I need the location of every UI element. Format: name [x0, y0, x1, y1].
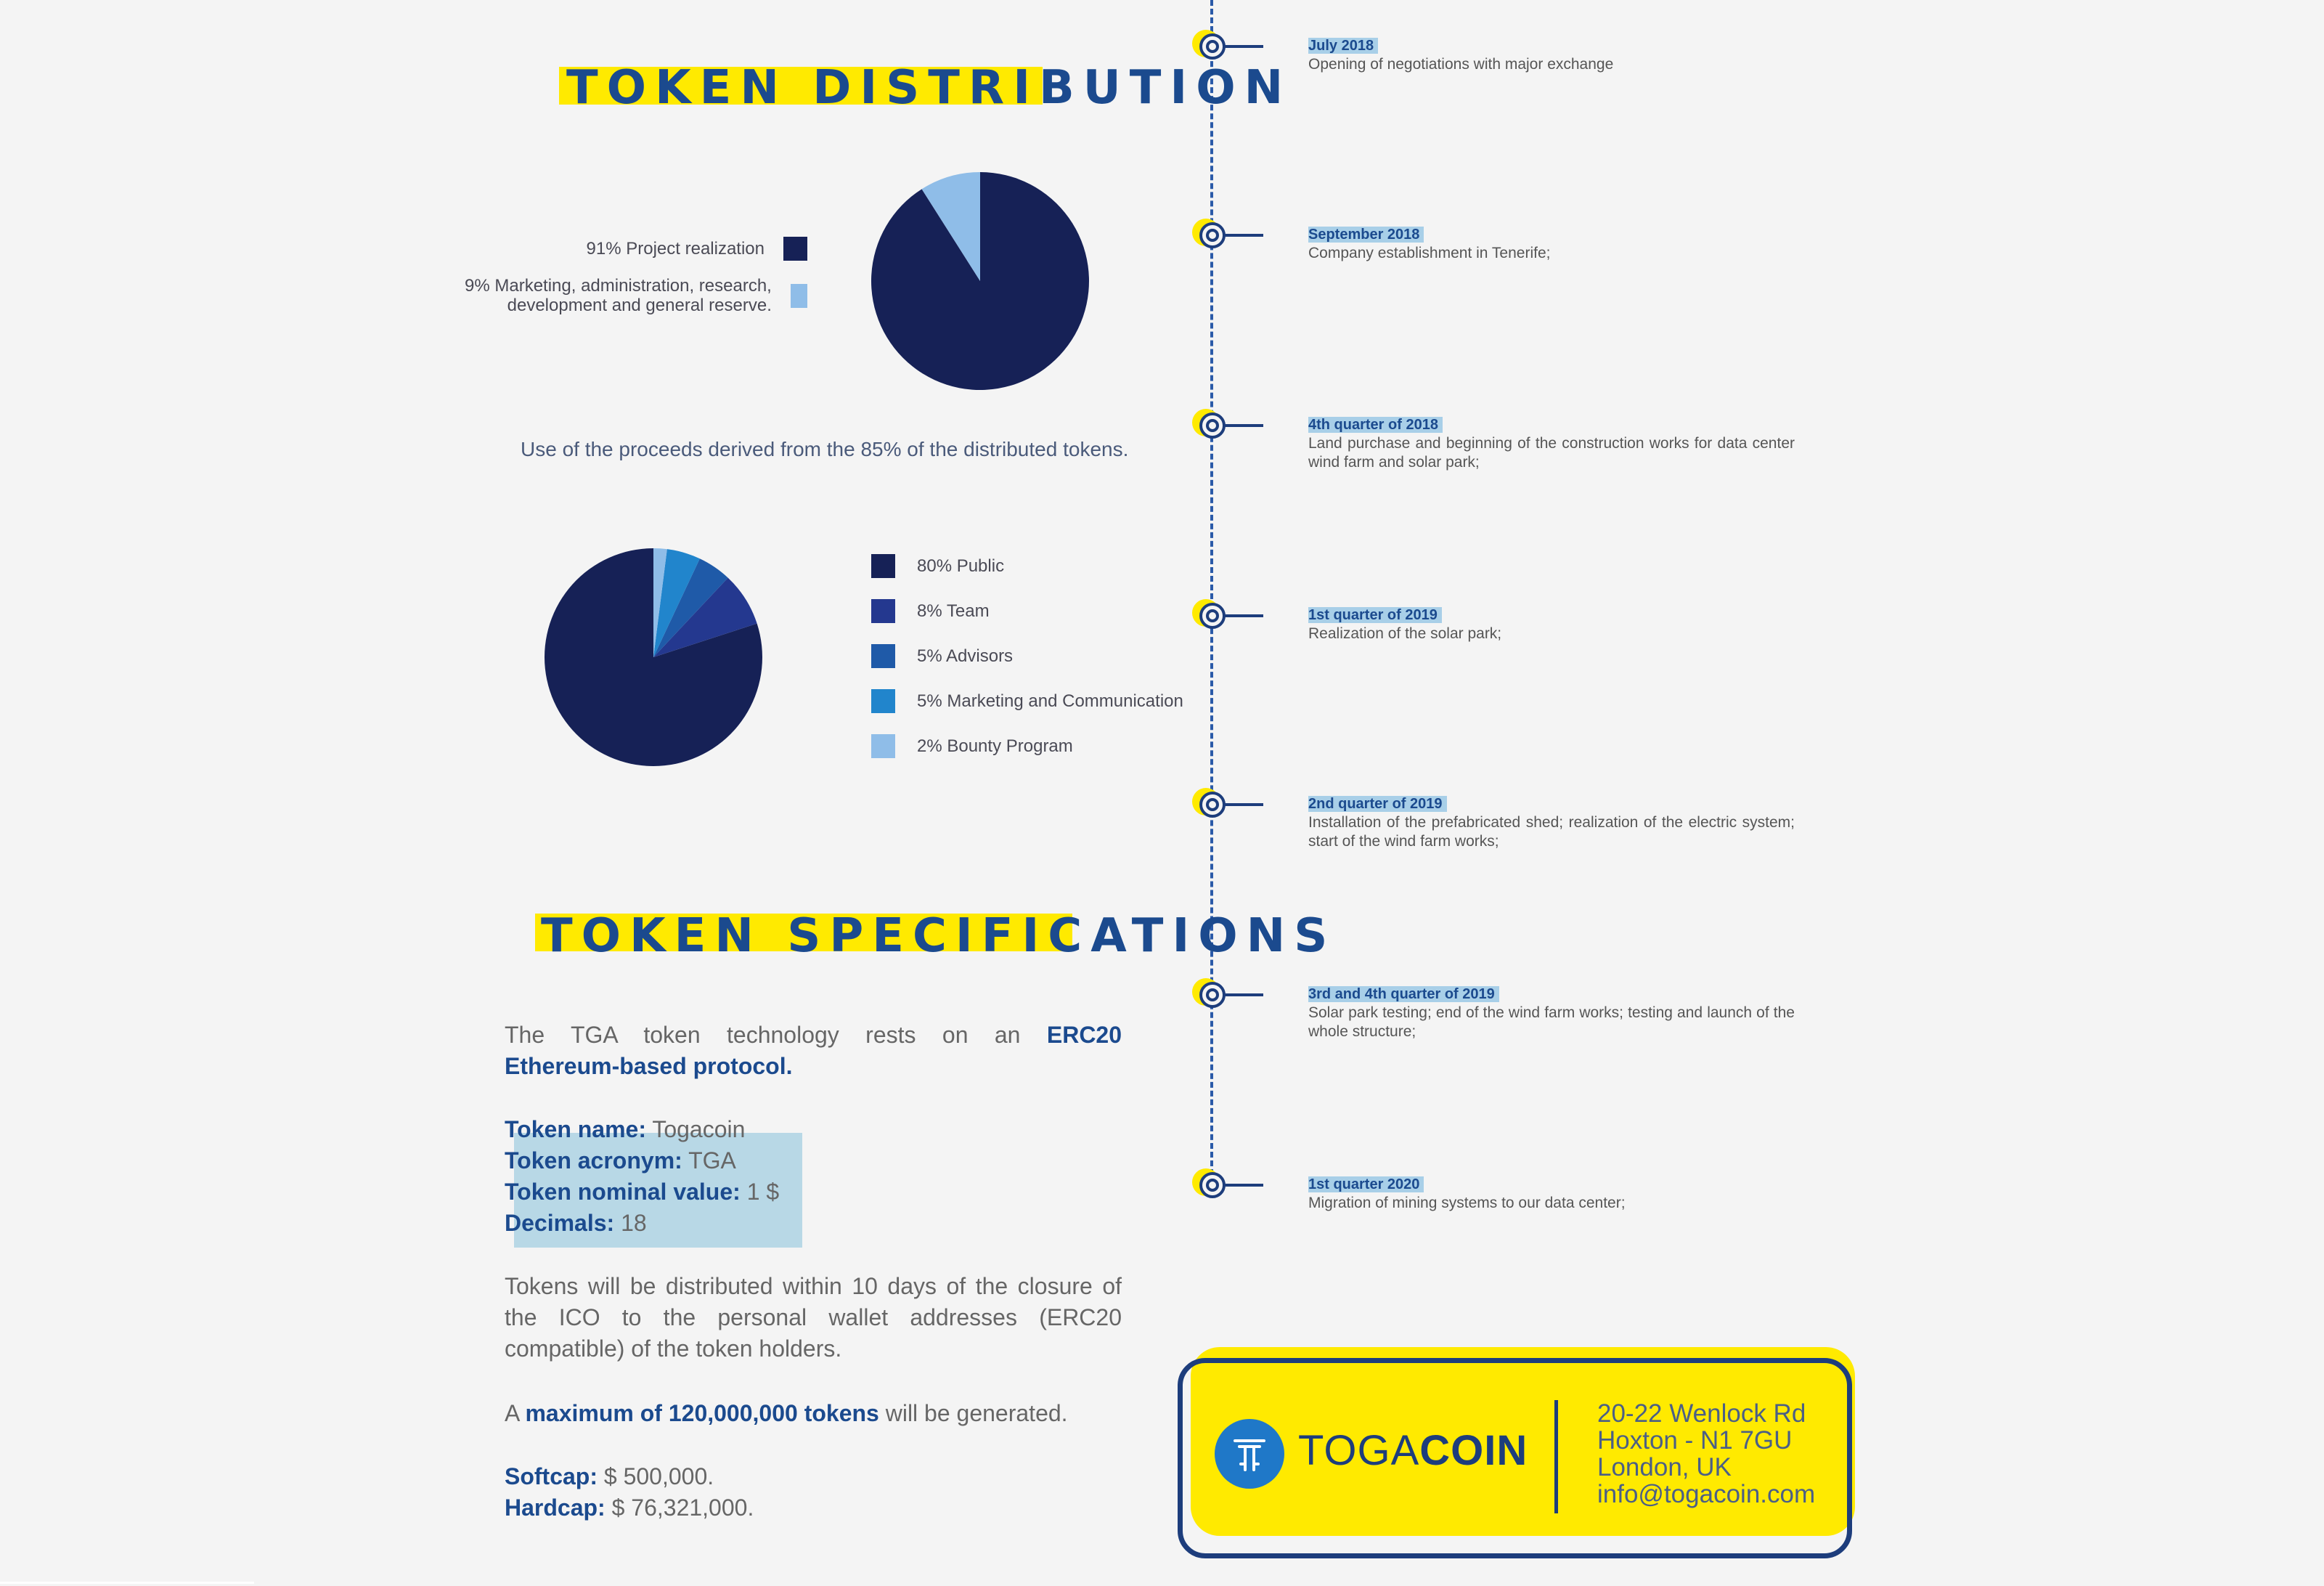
timeline-description: Company establishment in Tenerife; [1308, 245, 1551, 261]
spec-hardcap: Hardcap: $ 76,321,000. [505, 1494, 754, 1521]
pie2-legend-swatch [871, 734, 895, 758]
spec-intro-erc20: ERC20 [1046, 1022, 1122, 1048]
pie1-legend-item [537, 237, 807, 261]
pie2-legend-label: 80% Public [917, 556, 1005, 576]
togacoin-t-glyph-icon [1215, 1419, 1284, 1489]
timeline-date: 1st quarter of 2019 [1308, 607, 1442, 624]
pie1-legend-swatch [791, 284, 807, 308]
timeline-description: Migration of mining systems to our data center; [1308, 1195, 1626, 1211]
spec-softcap: Softcap: $ 500,000. [505, 1463, 714, 1489]
timeline-date: July 2018 [1308, 38, 1378, 54]
timeline-marker-icon [1183, 594, 1263, 638]
pie-chart-project-distribution [868, 168, 1093, 394]
proceeds-caption: Use of the proceeds derived from the 85% of the distributed tokens. [521, 438, 1129, 460]
pie1-legend-label: 9% Marketing, administration, research, [465, 276, 772, 296]
timeline-date: September 2018 [1308, 227, 1424, 243]
page-divider [0, 1582, 254, 1584]
togacoin-logo-icon [1215, 1419, 1284, 1489]
pie2-legend-item [871, 734, 1073, 758]
spec-distribution-text: Tokens will be distributed within 10 days of the closure of the ICO to the personal wallet addresses (ERC20 compatible) of the token holders. [505, 1273, 1122, 1362]
spec-details [505, 1114, 1122, 1239]
pie1-legend-item [465, 276, 807, 315]
timeline-date: 2nd quarter of 2019 [1308, 796, 1447, 813]
spec-nominal-value: Token nominal value: 1 $ [505, 1179, 780, 1205]
pie2-legend-item [871, 599, 990, 623]
spec-intro-protocol: Ethereum-based protocol. [505, 1053, 793, 1079]
pie2-legend-label: 5% Advisors [917, 646, 1014, 666]
pie2-legend-swatch [871, 554, 895, 578]
spec-token-name: Token name: Togacoin [505, 1116, 746, 1142]
timeline-marker-icon [1183, 1163, 1263, 1207]
timeline-marker-icon [1183, 214, 1263, 257]
specs-heading: TOKEN SPECIFICATIONS [541, 909, 1336, 963]
contact-email[interactable]: info@togacoin.com [1597, 1480, 1816, 1508]
pie2-legend-swatch [871, 689, 895, 713]
pie-chart-token-allocation [541, 545, 766, 770]
timeline-marker-icon [1183, 973, 1263, 1017]
pie2-legend-label: 5% Marketing and Communication [917, 691, 1183, 711]
pie1-legend-label: 91% Project realization [586, 238, 765, 259]
spec-max-supply: A maximum of 120,000,000 tokens will be generated. [505, 1400, 1068, 1426]
timeline-date: 1st quarter 2020 [1308, 1176, 1424, 1193]
spec-intro [505, 1020, 1122, 1082]
pie2-legend-item [871, 644, 1013, 668]
pie2-legend-swatch [871, 599, 895, 623]
timeline-description: Solar park testing; end of the wind farm works; testing and launch of the whole structure; [1308, 1004, 1795, 1040]
distribution-heading: TOKEN DISTRIBUTION [566, 61, 1292, 115]
timeline-description: Realization of the solar park; [1308, 625, 1502, 642]
pie2-legend-swatch [871, 644, 895, 668]
pie2-legend-label: 2% Bounty Program [917, 736, 1073, 756]
timeline-description: Land purchase and beginning of the construction works for data center wind farm and solar park; [1308, 435, 1795, 471]
spec-decimals: Decimals: 18 [505, 1210, 647, 1236]
contact-address [1597, 1400, 1815, 1508]
brand-wordmark: TOGACOIN [1298, 1427, 1528, 1474]
pie1-legend-swatch [783, 237, 807, 261]
timeline-date: 3rd and 4th quarter of 2019 [1308, 986, 1499, 1003]
spec-intro-text: The TGA token technology rests on an [505, 1022, 1021, 1048]
timeline-marker-icon [1183, 783, 1263, 826]
spec-caps [505, 1461, 1122, 1524]
spec-token-acronym: Token acronym: TGA [505, 1147, 736, 1174]
address-line-2: Hoxton - N1 7GU [1597, 1426, 1793, 1455]
card-divider [1554, 1400, 1558, 1513]
pie1-legend-label: development and general reserve. [507, 296, 772, 315]
address-line-1: 20-22 Wenlock Rd [1597, 1399, 1806, 1428]
pie2-legend-item [871, 554, 1004, 578]
timeline-description: Installation of the prefabricated shed; realization of the electric system; start of the wind farm works; [1308, 814, 1795, 850]
pie2-legend-item [871, 689, 1183, 713]
address-line-3: London, UK [1597, 1453, 1732, 1481]
timeline-date: 4th quarter of 2018 [1308, 417, 1443, 434]
pie2-legend-label: 8% Team [917, 601, 990, 621]
timeline-marker-icon [1183, 404, 1263, 447]
timeline-description: Opening of negotiations with major exchange [1308, 56, 1614, 73]
